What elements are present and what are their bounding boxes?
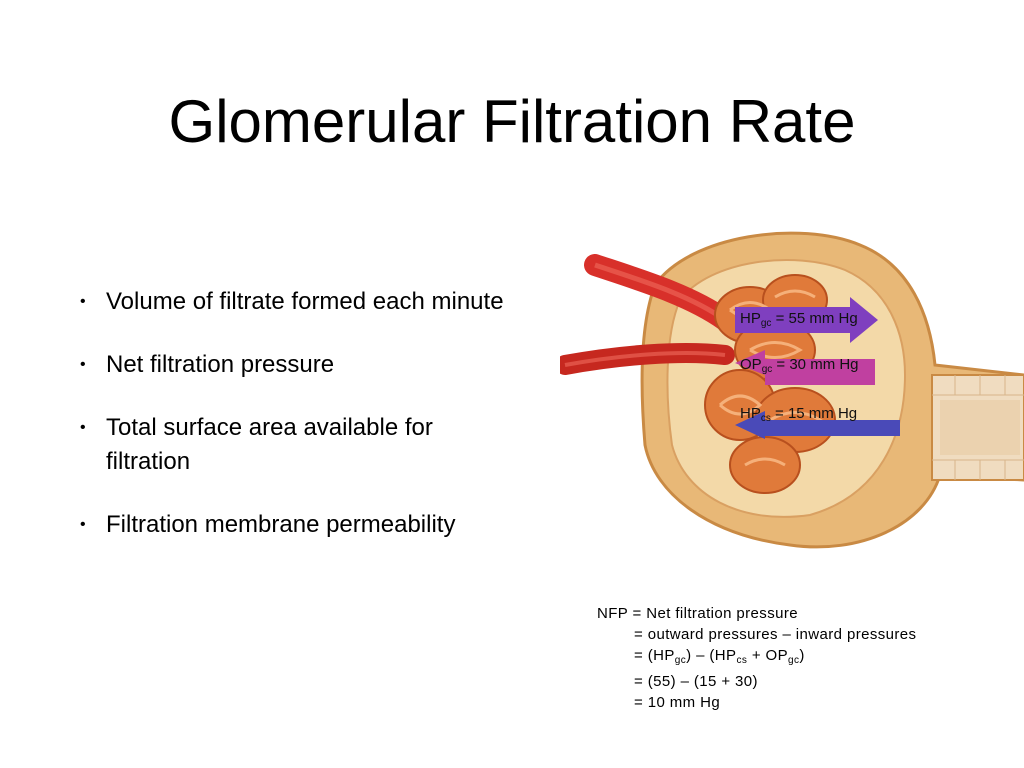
bullet-item — [80, 508, 520, 542]
hpcs-label: $HP_{cs} = 15$ mm Hg — [740, 405, 858, 424]
bullet-marker: • — [80, 356, 86, 373]
opgc-label: $OP_{gc} = 30$ mm Hg — [740, 356, 859, 375]
bullet-item — [80, 348, 520, 382]
formula-line-definition: NFP = Net filtration pressure — [597, 605, 798, 622]
glomerulus-illustration — [560, 225, 1024, 585]
bullet-marker: • — [80, 419, 86, 436]
bullet-item — [80, 411, 520, 479]
slide-title: Glomerular Filtration Rate — [168, 88, 856, 155]
bullet-text: Total surface area available for filtration — [106, 414, 433, 475]
bullet-text: Filtration membrane permeability — [106, 511, 456, 538]
bullet-item — [80, 285, 520, 319]
bullet-list — [80, 285, 520, 571]
formula-line-symbols: = $(HP_{gc}) - (HP_{cs} + OP_{gc})$ — [634, 647, 805, 666]
formula-line-outward-inward: = outward pressures – inward pressures — [634, 626, 917, 643]
nfp-formula — [597, 603, 1017, 713]
formula-line-result: = 10 mm Hg — [634, 694, 721, 711]
bullet-text: Volume of filtrate formed each minute — [106, 288, 504, 315]
bullet-text: Net filtration pressure — [106, 351, 335, 378]
hpgc-label: $HP_{gc} = 55$ mm Hg — [740, 310, 858, 329]
bullet-marker: • — [80, 516, 86, 533]
formula-line-values: = (55) – (15 + 30) — [634, 673, 758, 690]
bullet-marker: • — [80, 293, 86, 310]
